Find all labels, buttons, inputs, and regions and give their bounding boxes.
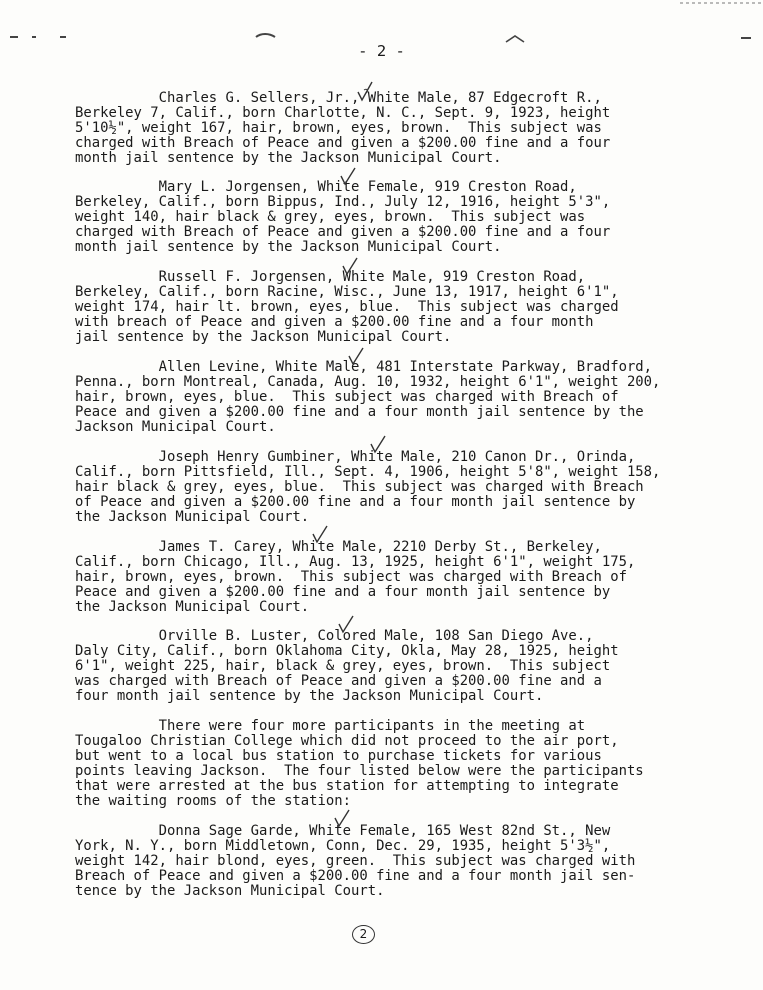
check-mark-icon <box>346 346 366 374</box>
circled-page-number: 2 <box>352 925 375 944</box>
check-mark-icon <box>355 80 375 110</box>
paragraph-luster: Orville B. Luster, Colored Male, 108 San Diego Ave., Daly City, Calif., born Oklahoma City, Okla, May 28, 1925, height 6'1", weight 225, hair, black & grey, eyes, brown. This subject was charged with Breach of Peace and given a $200.00 fine and a four month jail sentence by the Jackson Municipal Court. <box>75 628 619 704</box>
paragraph-russell-jorgensen: Russell F. Jorgensen, White Male, 919 Creston Road, Berkeley, Calif., born Racine, Wisc., June 13, 1917, height 6'1", weight 174, hair lt. brown, eyes, blue. This subject was charged with breach of Peace and given a $200.00 fine and a four month jail sentence by the Jackson Municipal Court. <box>75 269 619 345</box>
paragraph-sellers: Charles G. Sellers, Jr., White Male, 87 Edgecroft R., Berkeley 7, Calif., born Charlotte, N. C., Sept. 9, 1923, height 5'10½", weight 167, hair, brown, eyes, brown. This subject was charged with Breach of Peace and given a $200.00 fine and a four month jail sentence by the Jackson Municipal Court. <box>75 90 611 166</box>
paragraph-levine: Allen Levine, White Male, 481 Interstate Parkway, Bradford, Penna., born Montreal, Canada, Aug. 10, 1932, height 6'1", weight 200, hair, brown, eyes, blue. This subject was charged with Breach of Peace and given a $200.00 fine and a four month jail sentence by the Jackson Municipal Court. <box>75 359 661 435</box>
check-mark-icon <box>310 524 330 552</box>
paragraph-carey: James T. Carey, White Male, 2210 Derby St., Berkeley, Calif., born Chicago, Ill., Aug. 13, 1925, height 6'1", weight 175, hair, brown, eyes, brown. This subject was charged with Breach of Peace and given a $200.00 fine and a four month jail sentence by the Jackson Municipal Court. <box>75 539 636 615</box>
paragraph-mary-jorgensen: Mary L. Jorgensen, White Female, 919 Creston Road, Berkeley, Calif., born Bippus, Ind., July 12, 1916, height 5'3", weight 140, hair black & grey, eyes, brown. This subject was charged with Breach of Peace and given a $200.00 fine and a four month jail sentence by the Jackson Municipal Court. <box>75 179 611 255</box>
check-mark-icon <box>338 166 358 194</box>
scan-mark <box>505 34 525 44</box>
check-mark-icon <box>340 256 360 284</box>
page-number: - 2 - <box>358 42 405 60</box>
scan-mark <box>741 35 753 41</box>
scan-mark <box>10 34 70 40</box>
scan-mark <box>255 31 277 39</box>
check-mark-icon <box>336 614 356 642</box>
paragraph-gumbiner: Joseph Henry Gumbiner, White Male, 210 Canon Dr., Orinda, Calif., born Pittsfield, Ill., Sept. 4, 1906, height 5'8", weight 158, hair black & grey, eyes, blue. This subject was charged with Breach of Peace and given a $200.00 fine and a four month jail sentence by the Jackson Municipal Court. <box>75 449 661 525</box>
paragraph-bus-station: There were four more participants in the meeting at Tougaloo Christian College which did not proceed to the air port, but went to a local bus station to purchase tickets for various points leaving Jackson. The four listed below were the participants that were arrested at the bus station for attempting to integrate the waiting rooms of the station: <box>75 718 644 809</box>
check-mark-icon <box>368 434 388 462</box>
scan-mark <box>680 0 763 6</box>
paragraph-garde: Donna Sage Garde, White Female, 165 West 82nd St., New York, N. Y., born Middletown, Conn, Dec. 29, 1935, height 5'3½", weight 142, hair blond, eyes, green. This subject was charged with Breach of Peace and given a $200.00 fine and a four month jail sen- tence by the Jackson Municipal Court. <box>75 823 636 899</box>
check-mark-icon <box>332 808 352 836</box>
